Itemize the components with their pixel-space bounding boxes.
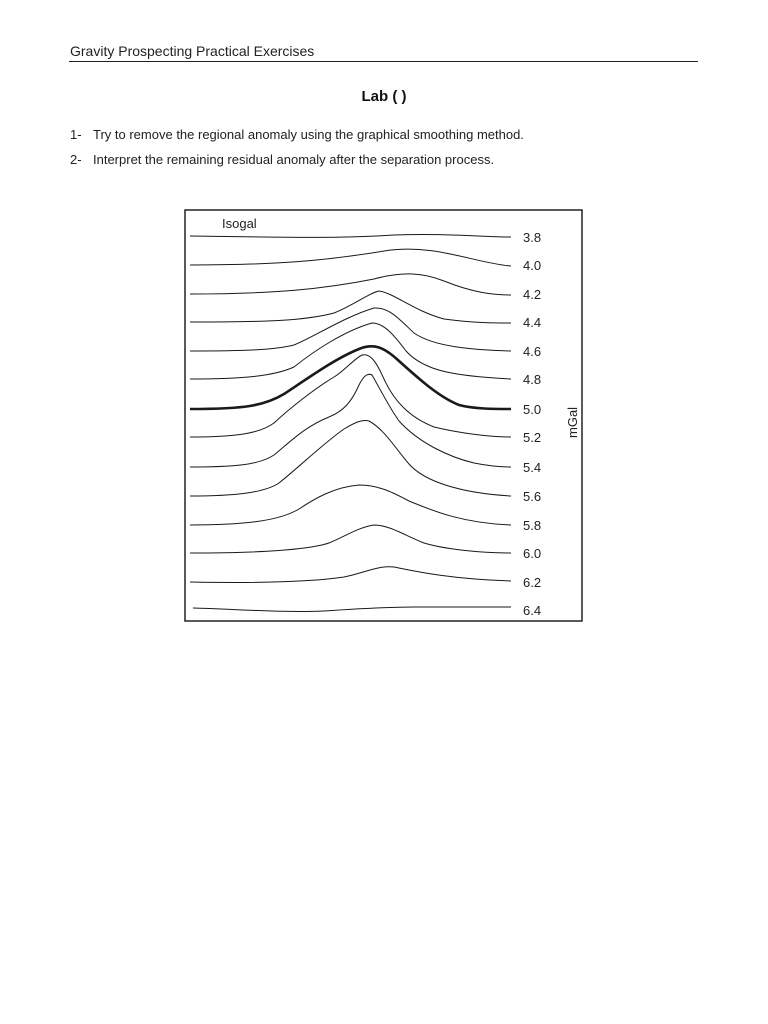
contour-value-label: 6.2 (523, 575, 542, 590)
contour-value-label: 4.2 (523, 287, 542, 302)
contour-value-label: 5.6 (523, 489, 542, 504)
contour-value-label: 4.8 (523, 372, 542, 387)
contour-value-label: 4.4 (523, 315, 542, 330)
contour-value-label: 4.0 (523, 258, 542, 273)
contour-value-label: 3.8 (523, 230, 542, 245)
instruction-item (70, 127, 524, 142)
instruction-item (70, 152, 494, 167)
contour-value-label: 5.2 (523, 430, 542, 445)
isogal-contour-figure (184, 209, 583, 622)
header-rule (69, 61, 698, 62)
instruction-text: Try to remove the regional anomaly using the graphical smoothing method. (93, 127, 524, 142)
contour-value-label: 6.4 (523, 603, 542, 618)
running-header: Gravity Prospecting Practical Exercises (70, 43, 315, 59)
contour-value-label: 5.0 (523, 402, 542, 417)
instruction-number: 2- (70, 152, 82, 167)
instruction-number: 1- (70, 127, 82, 142)
contour-value-label: 5.8 (523, 518, 542, 533)
contour-value-label: 4.6 (523, 344, 542, 359)
isogal-label: Isogal (222, 216, 257, 231)
contour-value-label: 5.4 (523, 460, 542, 475)
mgal-unit-label: mGal (565, 406, 580, 438)
lab-title: Lab ( ) (361, 88, 407, 105)
contour-value-label: 6.0 (523, 546, 542, 561)
instruction-text: Interpret the remaining residual anomaly after the separation process. (93, 152, 495, 167)
